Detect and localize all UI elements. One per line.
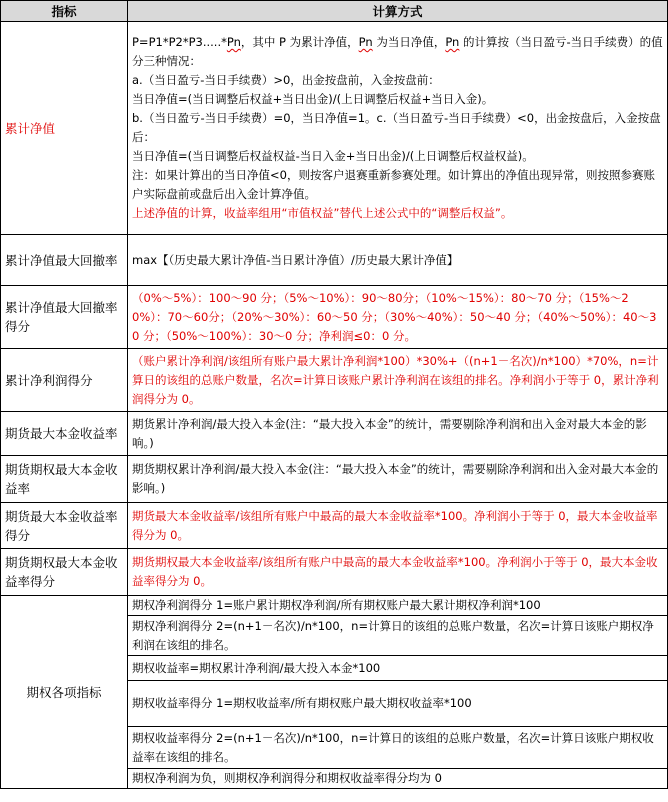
options-item: 期权收益率得分 1=期权收益率/所有期权账户最大期权收益率*100 — [128, 681, 668, 727]
row-futures-options-max-return — [1, 456, 668, 503]
label-futures-options-max-return: 期货期权最大本金收益率 — [1, 456, 128, 503]
label-net-profit-score: 累计净利润得分 — [1, 349, 128, 412]
formula-max-drawdown-score: （0%～5%）：100～90 分；（5%～10%）：90～80分；（10%～15%）：80～70 分；（15%～20%）：70～60分；（20%～30%）：60～50 分；（30%～40%）：50～40 分；（40%～50%）：40～30 分；（50%～100%）：30～0 分；净利润≤0：0 分。 — [128, 286, 668, 349]
formula-futures-max-return-score: 期货最大本金收益率/该组所有账户中最高的最大本金收益率*100。净利润小于等于 0，最大本金收益率得分为 0。 — [128, 503, 668, 549]
nav-line-3: 当日净值=(当日调整后权益+当日出金)/(上日调整后权益+当日入金)。 — [132, 92, 494, 106]
row-cumulative-nav — [1, 22, 668, 235]
formula-futures-max-return: 期货累计净利润/最大投入本金(注：“最大投入本金”的统计，需要剔除净利润和出入金对最大本金的影响。) — [128, 412, 668, 456]
label-futures-max-return-score: 期货最大本金收益率得分 — [1, 503, 128, 549]
nav-line-4: b.（当日盈亏-当日手续费）=0，当日净值=1。c.（当日盈亏-当日手续费）<0，出金按盘后，入金按盘后： — [132, 111, 661, 144]
label-futures-options-max-return-score: 期货期权最大本金收益率得分 — [1, 549, 128, 596]
row-options-item-1 — [1, 596, 668, 616]
row-net-profit-score — [1, 349, 668, 412]
row-max-drawdown — [1, 235, 668, 286]
header-calculation: 计算方式 — [128, 1, 668, 22]
row-futures-max-return-score — [1, 503, 668, 549]
formula-max-drawdown: max【（历史最大累计净值-当日累计净值）/历史最大累计净值】 — [128, 235, 668, 286]
header-indicator: 指标 — [1, 1, 128, 22]
nav-line-1: P=P1*P2*P3.....*Pn，其中 P 为累计净值，Pn 为当日净值，Pn 的计算按（当日盈亏-当日手续费）的值分三种情况： — [132, 35, 663, 68]
label-max-drawdown-score: 累计净值最大回撤率得分 — [1, 286, 128, 349]
options-item: 期权收益率得分 2=(n+1－名次)/n*100，n=计算日的该组的总账户数量，名次=计算日该账户期权收益率在该组的排名。 — [128, 727, 668, 769]
options-item: 期权净利润得分 1=账户累计期权净利润/所有期权账户最大累计期权净利润*100 — [128, 596, 668, 616]
formula-futures-options-max-return: 期货期权累计净利润/最大投入本金(注：“最大投入本金”的统计，需要剔除净利润和出入金对最大本金的影响。) — [128, 456, 668, 503]
label-options-indicators: 期权各项指标 — [1, 596, 128, 789]
label-futures-max-return: 期货最大本金收益率 — [1, 412, 128, 456]
formula-cumulative-nav — [128, 22, 668, 235]
nav-line-2: a.（当日盈亏-当日手续费）>0，出金按盘前，入金按盘前： — [132, 73, 440, 87]
formula-net-profit-score: （账户累计净利润/该组所有账户最大累计净利润*100）*30%+（(n+1－名次)/n*100）*70%，n=计算日的该组的总账户数量，名次=计算日该账户累计净利润在该组的排名。净利润小于等于 0，累计净利润得分为 0。 — [128, 349, 668, 412]
options-item: 期权净利润得分 2=(n+1－名次)/n*100，n=计算日的该组的总账户数量，名次=计算日该账户期权净利润在该组的排名。 — [128, 616, 668, 656]
row-futures-options-max-return-score — [1, 549, 668, 596]
options-item: 期权收益率=期权累计净利润/最大投入本金*100 — [128, 656, 668, 681]
nav-line-5: 当日净值=(当日调整后权益权益-当日入金+当日出金)/(上日调整后权益权益)。 — [132, 149, 534, 163]
label-cumulative-nav: 累计净值 — [1, 22, 128, 235]
label-max-drawdown: 累计净值最大回撤率 — [1, 235, 128, 286]
header-row — [1, 1, 668, 22]
row-futures-max-return — [1, 412, 668, 456]
row-max-drawdown-score — [1, 286, 668, 349]
nav-line-6: 注：如果计算出的当日净值<0，则按客户退赛重新参赛处理。如计算出的净值出现异常，则按照参赛账户实际盘前或盘后出入金计算净值。 — [132, 168, 655, 201]
options-item: 期权净利润为负，则期权净利润得分和期权收益率得分均为 0 — [128, 769, 668, 789]
nav-line-7: 上述净值的计算，收益率组用“市值权益”替代上述公式中的“调整后权益”。 — [132, 206, 513, 220]
formula-futures-options-max-return-score: 期货期权最大本金收益率/该组所有账户中最高的最大本金收益率*100。净利润小于等于 0，最大本金收益率得分为 0。 — [128, 549, 668, 596]
